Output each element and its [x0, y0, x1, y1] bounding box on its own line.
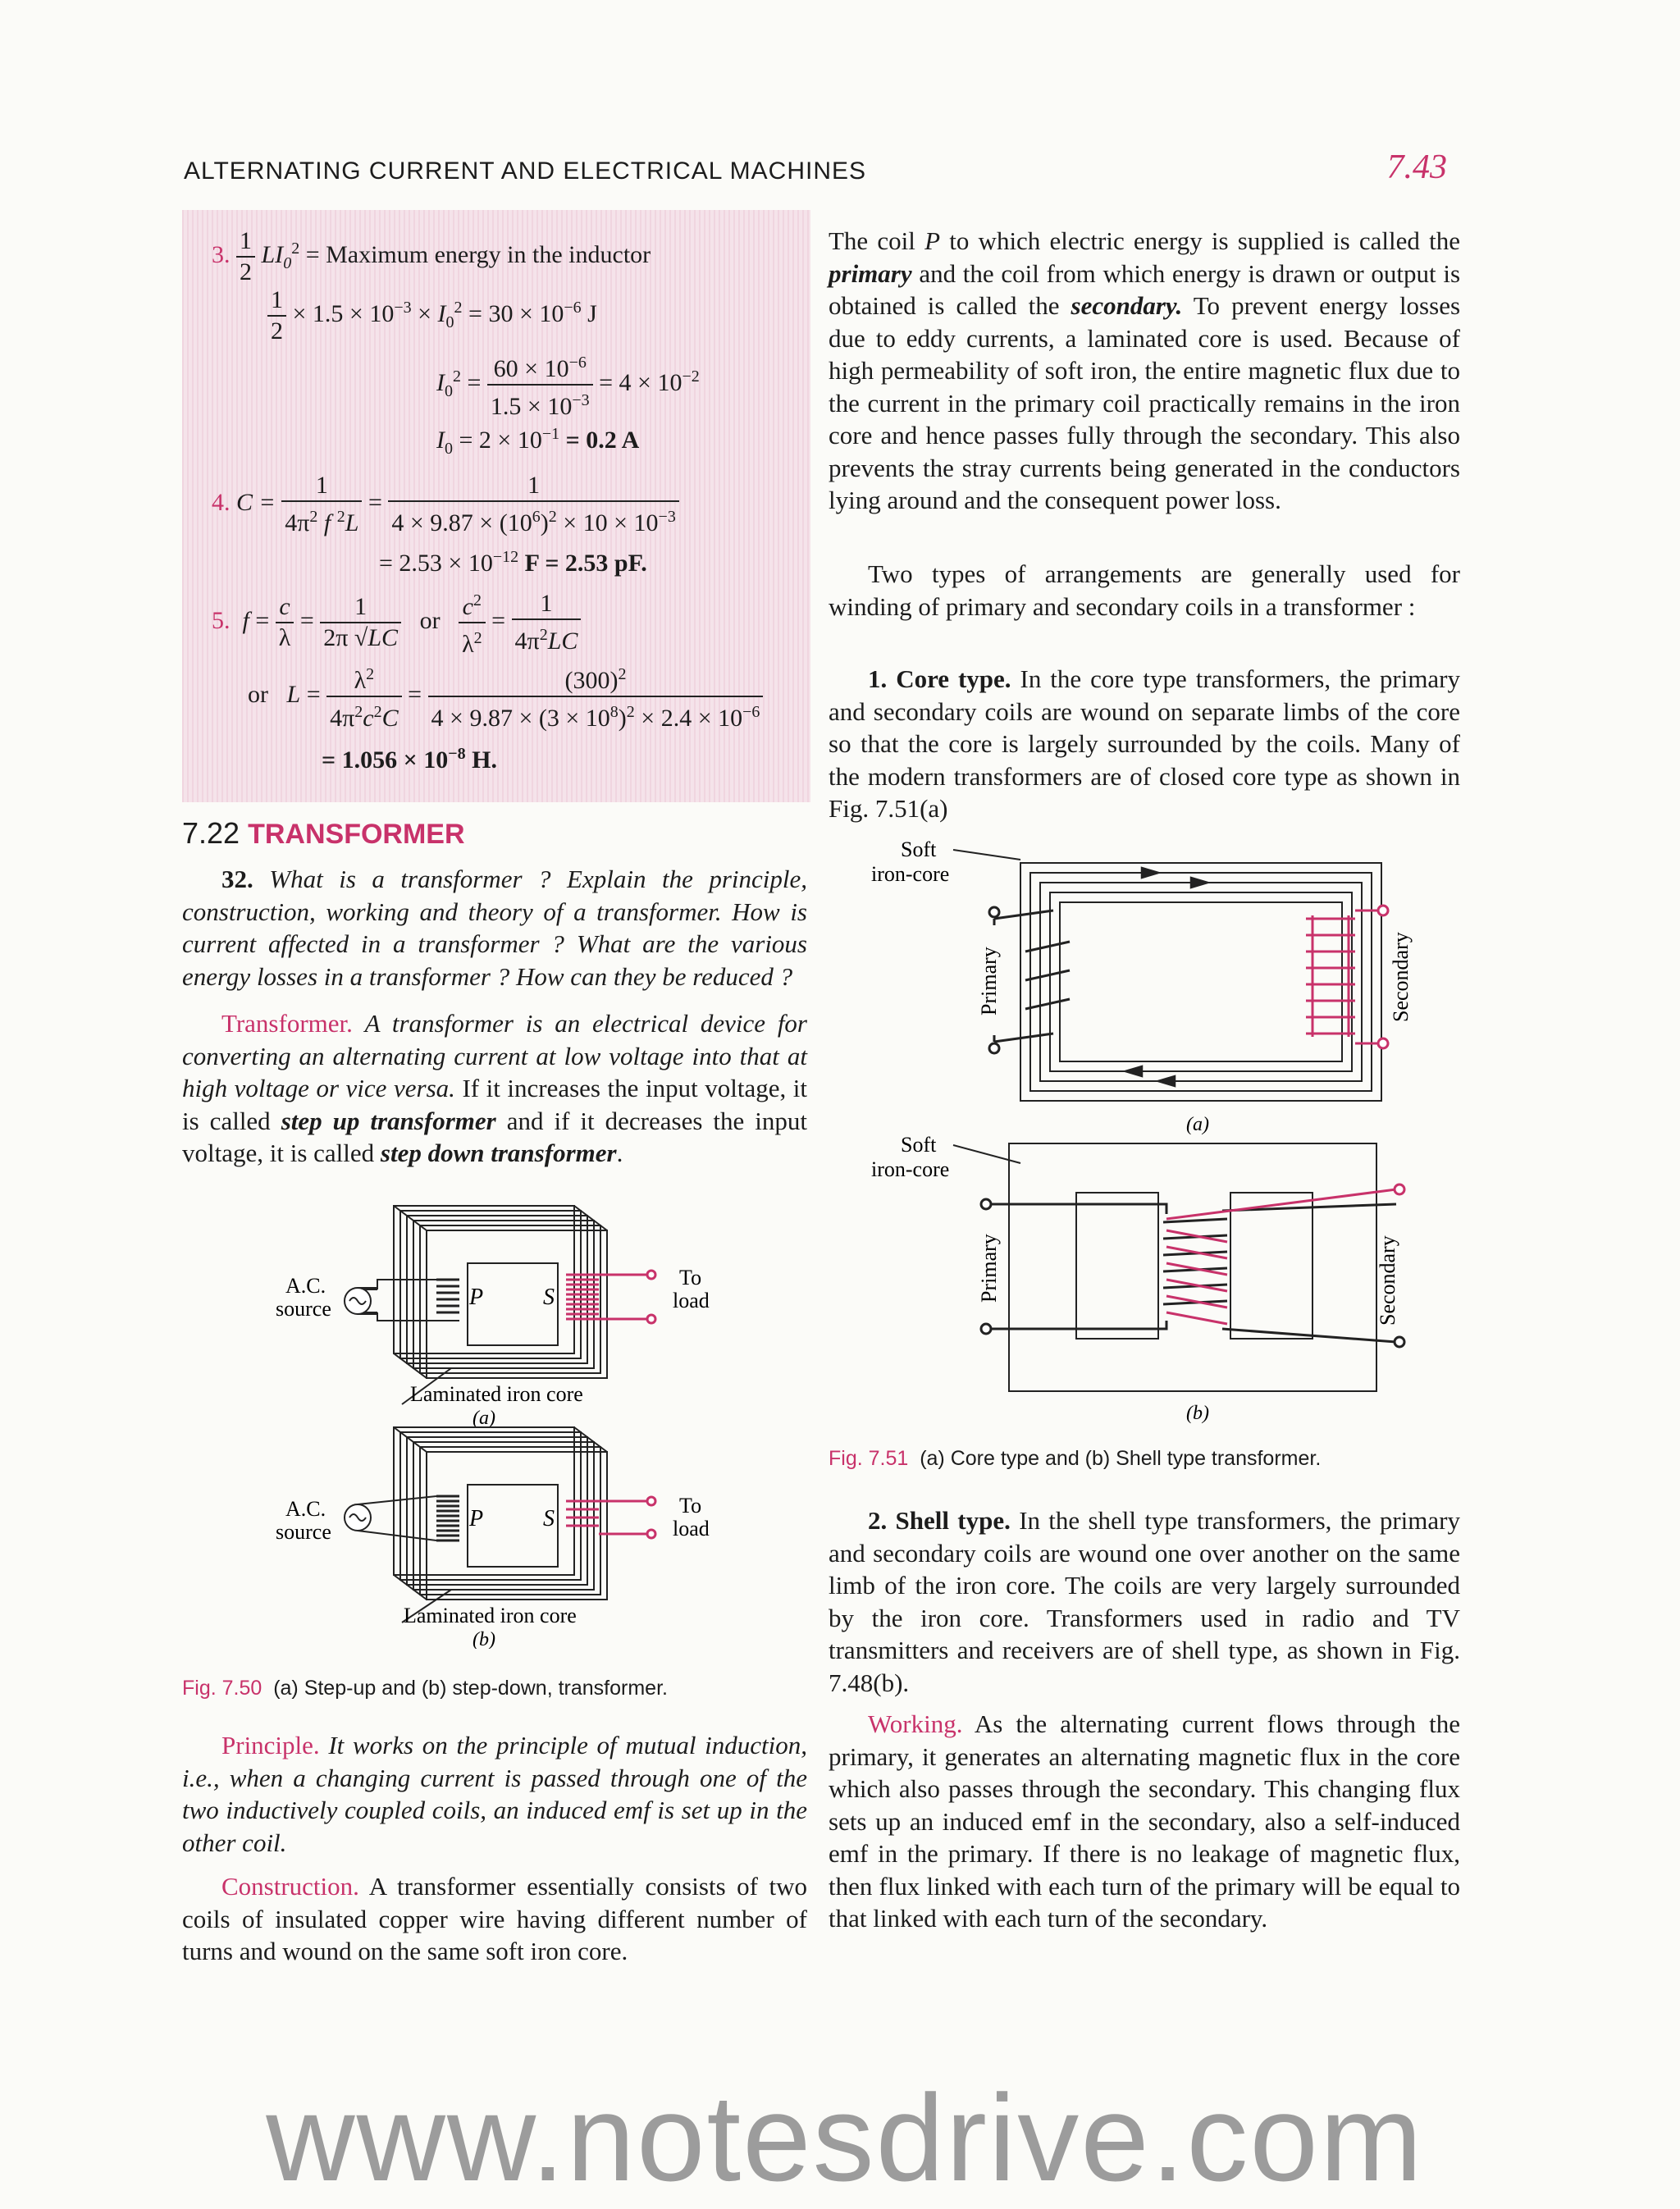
keyword-principle: Principle.: [221, 1731, 320, 1759]
principle-paragraph: [182, 1729, 807, 1859]
page-number: 7.43: [1386, 148, 1447, 186]
fraction: $\frac{c^2}{\lambda^2}$: [459, 586, 486, 660]
body-text: The coil: [829, 226, 915, 255]
question-number: 32.: [221, 865, 253, 893]
body-text: If it increases the input voltage, it is called: [182, 1074, 807, 1135]
formula-3-line-1: 3. $\frac{1}{2}$ $LI_0^2$ = Maximum energy in the inductor: [212, 227, 651, 285]
label-p: P: [469, 1506, 484, 1531]
caption-number: Fig. 7.50: [182, 1677, 262, 1700]
formula-result: H.: [472, 746, 497, 774]
label-s: S: [543, 1285, 555, 1310]
label-iron-core: iron-core: [871, 862, 950, 886]
formula-text: 1.5 × 10: [490, 393, 573, 420]
formula-text: 60 × 10: [493, 355, 569, 382]
formula-5-result: = $1.056 \times 10^{-8}$ H.: [322, 745, 497, 774]
question-text: What is a transformer ? Explain the principle, construction, working and theory of a transformer. How is current affected in a transformer ? What are the various energy losses in a transformer ? How can they be reduced ?: [182, 865, 807, 991]
arrangement-paragraph: [829, 558, 1460, 623]
term-step-down: step down transformer: [380, 1139, 617, 1167]
label-s: S: [543, 1506, 555, 1531]
figure-7-51-a: [830, 837, 1462, 1140]
label-source: source: [276, 1297, 331, 1321]
core-type-heading: 1. Core type.: [868, 664, 1011, 693]
label-to: To: [679, 1266, 702, 1289]
construction-text: A transformer essentially consists of two coils of insulated copper wire having different number of turns and wound on the same soft iron core.: [182, 1872, 808, 1965]
formula-text: = Maximum energy in the inductor: [305, 240, 651, 268]
fraction: $\frac{1}{2}$: [267, 285, 286, 346]
definition-text: A transformer is an electrical device for converting an alternating current at low voltage into that at high voltage or vice versa.: [182, 1009, 807, 1102]
figure-7-50-b: [262, 1411, 722, 1649]
formula-text: = 2 × 10: [459, 427, 542, 454]
page-header: [184, 148, 1447, 195]
figure-7-50-a: [262, 1189, 722, 1427]
core-type-paragraph: [829, 663, 1460, 825]
body-text: In the core type transformers, the primary and secondary coils are wound on separate limbs of the core so that the core is largely surrounded by the coils. Many of the modern transformers are of closed core type as shown in Fig. 7.51(a): [829, 664, 1461, 823]
figure-7-51-b: [830, 1132, 1462, 1427]
formula-text: 4 × 9.87 × (10: [391, 509, 532, 536]
label-secondary: Secondary: [1389, 932, 1413, 1022]
label-source: source: [276, 1520, 331, 1544]
label-soft: Soft: [901, 1133, 937, 1157]
fraction: $\frac{1}{4\pi^2 f ^2L}$: [281, 471, 362, 538]
formula-result: F = 2.53 pF.: [524, 550, 647, 577]
working-paragraph: [829, 1708, 1460, 1935]
formula-3-line-4: $I_0 = 2 \times 10^{-1} = 0.2$ A: [436, 425, 640, 458]
formula-number: 4.: [212, 488, 231, 516]
fraction: $\frac{1}{2}$: [236, 226, 255, 287]
transformer-definition: Transformer. A transformer is an electrical device for converting an alternating current at low voltage into that at high voltage or vice versa. If it increases the input voltage, it is called step up transformer and if it decreases the input voltage, it is called step down transformer.: [182, 1009, 808, 1167]
coil-paragraph: The coil P to which electric energy is supplied is called the primary and the coil from which energy is drawn or output is obtained is called the secondary. To prevent energy losses due to eddy currents, a laminated core is used. Because of high permeability of soft iron, the entire magnetic flux due to the current in the primary coil practically remains in the iron core and hence passes fully through the secondary. This also prevents the stray currents being generated in the conductors lying around and the consequent power loss.: [829, 226, 1461, 514]
label-primary: Primary: [977, 947, 1001, 1016]
formula-5-line-2: or L = $\frac{\lambda^2}{4\pi^2c^2C}$ = $\frac{(300)^2}{4 \times 9.87 \times (3 \times 10^8)^2 \times 2.4 \times 10^{-6}}$: [248, 660, 763, 733]
body-text: Two types of arrangements are generally used for winding of primary and secondary coils in a transformer :: [829, 559, 1460, 621]
keyword-transformer: Transformer.: [221, 1009, 353, 1038]
label-core: Laminated iron core: [410, 1382, 583, 1406]
construction-paragraph: [182, 1870, 807, 1968]
shell-type-paragraph: [829, 1504, 1460, 1699]
section-heading: [182, 816, 465, 851]
formula-text: 4 × 9.87 × (3 × 10: [431, 705, 610, 732]
formula-result: = 0.2 A: [565, 427, 640, 454]
label-iron-core: iron-core: [871, 1157, 950, 1181]
body-text: As the alternating current flows through the primary, it generates an alternating magnetic flux in the core which also passes through the secondary. This changing flux sets up an induced emf in the secondary, also a self-induced emf in the primary. If there is no leakage of magnetic flux, then flux linked with each turn of the primary will be equal to that linked with each turn of the secondary.: [829, 1709, 1460, 1933]
principle-text: It works on the principle of mutual induction, i.e., when a changing current is passed through one of the two inductively coupled coils, an induced emf is set up in the other coil.: [182, 1731, 807, 1857]
caption-text: (a) Core type and (b) Shell type transformer.: [920, 1447, 1322, 1470]
section-number: 7.22: [182, 816, 240, 850]
formula-text: = 2.53 × 10: [379, 550, 493, 577]
label-ac: A.C.: [285, 1497, 326, 1521]
solution-box: [182, 210, 810, 802]
body-text: to which electric energy is supplied is called the: [949, 226, 1460, 255]
formula-4-line-1: 4. C = $\frac{1}{4\pi^2 f ^2L}$ = $\frac{1}{4 \times 9.87 \times (10^6)^2 \times 10 \times 10^{-3}}$: [212, 471, 679, 538]
fraction: $\frac{\lambda^2}{4\pi^2c^2C}$: [326, 660, 402, 733]
formula-result: = 1.056 × 10: [322, 746, 449, 774]
figure-7-51-caption: [829, 1447, 1321, 1471]
label-to: To: [679, 1494, 702, 1518]
section-title: TRANSFORMER: [248, 819, 465, 850]
formula-text: (300): [564, 667, 619, 694]
body-text: In the shell type transformers, the primary and secondary coils are wound one over another on the same limb of the iron core. The coils are very largely surrounded by the iron core. Transformers used in radio and TV transmitters and receivers are of shell type, as shown in Fig. 7.48(b).: [829, 1506, 1460, 1697]
formula-text: or: [419, 606, 441, 634]
term-secondary: secondary.: [1071, 291, 1183, 320]
formula-3-line-2: $\frac{1}{2}$ × $1.5 \times 10^{-3} \times I_0^2 = 30 \times 10^{-6}$ J: [267, 285, 597, 346]
label-load: load: [673, 1517, 710, 1540]
fraction: $\frac{1}{4\pi^2LC}$: [512, 589, 582, 656]
keyword-construction: Construction.: [221, 1872, 359, 1901]
label-load: load: [673, 1289, 710, 1312]
label-secondary: Secondary: [1376, 1235, 1399, 1326]
term-primary: primary: [829, 258, 912, 288]
running-title: ALTERNATING CURRENT AND ELECTRICAL MACHINES: [184, 157, 867, 185]
formula-text: × 1.5 × 10: [292, 299, 395, 327]
label-soft: Soft: [901, 838, 937, 861]
formula-5-line-1: 5. f = $\frac{c}{\lambda}$ = $\frac{1}{2\pi √LC}$ or $\frac{c^2}{\lambda^2}$ = $\frac{1}{4\pi^2LC}$: [212, 586, 581, 660]
sub-label-b: (b): [1186, 1403, 1209, 1424]
label-primary: Primary: [977, 1234, 1001, 1303]
formula-text: = 4 × 10: [599, 368, 682, 396]
fraction: $\frac{(300)^2}{4 \times 9.87 \times (3 \times 10^8)^2 \times 2.4 \times 10^{-6}}$: [428, 660, 764, 733]
sub-label-a: (a): [472, 1408, 495, 1427]
fraction: $\frac{1}{4 \times 9.87 \times (10^6)^2 \times 10 \times 10^{-3}}$: [388, 471, 678, 538]
formula-4-line-2: = $2.53 \times 10^{-12}$ F = 2.53 pF.: [379, 548, 647, 577]
question-paragraph: [182, 863, 807, 993]
keyword-working: Working.: [868, 1709, 963, 1738]
formula-text: = 30 × 10: [468, 299, 564, 327]
formula-text: or: [248, 680, 268, 708]
body-text: To prevent energy losses due to eddy currents, a laminated core is used. Because of high permeability of soft iron, the entire magnetic flux due to the current in the primary coil practically remains in the iron core and hence passes fully through the secondary. This also prevents the stray currents being generated in the conductors lying around and the consequent power loss.: [829, 291, 1461, 514]
caption-text: (a) Step-up and (b) step-down, transformer.: [273, 1677, 668, 1700]
formula-3-line-3: $I_0^2$ = $\frac{60 \times 10^{-6}}{1.5 \times 10^{-3}}$ = $4 \times 10^{-2}$: [436, 348, 700, 422]
formula-number: 5.: [212, 606, 231, 634]
watermark: www.notesdrive.com: [266, 2069, 1424, 2207]
fraction: $\frac{60 \times 10^{-6}}{1.5 \times 10^{-3}}$: [487, 348, 593, 422]
label-core: Laminated iron core: [404, 1604, 577, 1627]
label-p: P: [469, 1285, 484, 1310]
formula-number: 3.: [212, 240, 231, 268]
fraction: $\frac{c}{\lambda}$: [276, 592, 294, 653]
figure-7-50-caption: [182, 1677, 668, 1700]
term-step-up: step up transformer: [281, 1106, 496, 1135]
shell-type-heading: 2. Shell type.: [868, 1506, 1011, 1535]
sub-label-b: (b): [472, 1629, 495, 1649]
caption-number: Fig. 7.51: [829, 1447, 909, 1470]
fraction: $\frac{1}{2\pi √LC}$: [320, 592, 401, 653]
body-text: and the coil from which energy is drawn or output is obtained is called the: [829, 258, 1461, 320]
body-text: and if it decreases the input voltage, it is called: [182, 1106, 808, 1167]
label-ac: A.C.: [285, 1274, 326, 1298]
formula-text: C =: [236, 488, 276, 516]
formula-text: LI: [261, 240, 284, 268]
sub-label-a: (a): [1186, 1114, 1209, 1135]
